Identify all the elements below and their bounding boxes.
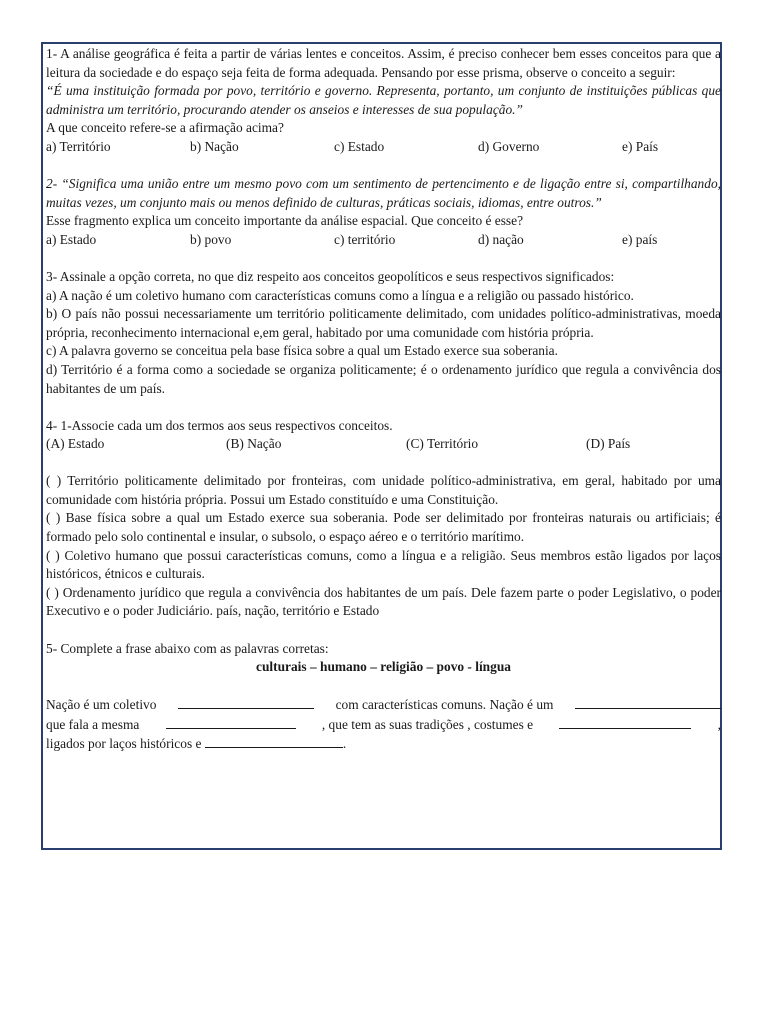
q5-blank-5[interactable] bbox=[205, 734, 343, 748]
spacer bbox=[46, 157, 721, 176]
q4-term-a: (A) Estado bbox=[46, 436, 105, 452]
q5-text-3: que fala a mesma bbox=[46, 716, 140, 732]
q1-option-b[interactable]: b) Nação bbox=[190, 138, 239, 154]
worksheet-content bbox=[46, 45, 721, 754]
q5-text-7: . bbox=[342, 736, 347, 752]
q5-blank-2[interactable] bbox=[575, 695, 721, 709]
q5-text-5: , bbox=[717, 716, 721, 732]
spacer bbox=[46, 454, 721, 473]
spacer bbox=[46, 677, 721, 696]
q1-option-c[interactable]: c) Estado bbox=[334, 138, 385, 154]
q4-item-2[interactable]: ( ) Base física sobre a qual um Estado exerce sua soberania. Pode ser delimitado por fronteiras naturais ou artificiais; é formado pelo solo continental e insular, o subsolo, o espaço aéreo e o território marítimo. bbox=[46, 510, 721, 545]
q1-quote: “É uma instituição formada por povo, território e governo. Representa, portanto, um conjunto de instituições públicas que administra um território, procurando atender os anseios e interesses de sua população.” bbox=[46, 83, 721, 117]
q2-option-e[interactable]: e) país bbox=[622, 231, 658, 247]
q5-blank-1[interactable] bbox=[178, 695, 314, 709]
q4-intro: 4- 1-Associe cada um dos termos aos seus respectivos conceitos. bbox=[46, 417, 393, 433]
q4-item-4[interactable]: ( ) Ordenamento jurídico que regula a convivência dos habitantes de um país. Dele fazem parte o poder Legislativo, o poder Executivo e o poder Judiciário. país, nação, território e Estado bbox=[46, 584, 721, 619]
q1-options bbox=[46, 138, 721, 157]
q3-intro: 3- Assinale a opção correta, no que diz respeito aos conceitos geopolíticos e seus respectivos significados: bbox=[46, 268, 615, 284]
q4-terms bbox=[46, 435, 721, 454]
q3-option-d[interactable]: d) Território é a forma como a sociedade se organiza politicamente; é o ordenamento jurídico que regula a convivência dos habitantes de um país. bbox=[46, 361, 721, 396]
q2-option-b[interactable]: b) povo bbox=[190, 231, 232, 247]
q1-option-e[interactable]: e) País bbox=[622, 138, 659, 154]
q1-option-a[interactable]: a) Território bbox=[46, 138, 111, 154]
q5-word-bank: culturais – humano – religião – povo - língua bbox=[256, 659, 511, 675]
q5-intro: 5- Complete a frase abaixo com as palavras corretas: bbox=[46, 640, 329, 656]
q5-text-2: com características comuns. Nação é um bbox=[335, 697, 554, 713]
q3-option-b[interactable]: b) O país não possui necessariamente um território politicamente delimitado, com unidades político-administrativas, moeda própria, reconhecimento internacional e,em geral, habitado por uma comunidade com história própria. bbox=[46, 306, 721, 340]
q5-sentence-line-3 bbox=[46, 734, 721, 754]
q3-option-c[interactable]: c) A palavra governo se conceitua pela base física sobre a qual um Estado exerce sua soberania. bbox=[46, 343, 558, 359]
q2-question: Esse fragmento explica um conceito importante da análise espacial. Que conceito é esse? bbox=[46, 213, 524, 229]
q1-intro: 1- A análise geográfica é feita a partir de várias lentes e conceitos. Assim, é preciso conhecer bem esses conceitos para que a leitura da sociedade e do espaço seja feita de forma adequada. Pensando por esse prisma, observe o conceito a seguir: bbox=[46, 46, 721, 80]
q5-text-4: , que tem as suas tradições , costumes e bbox=[321, 716, 534, 732]
q4-term-d: (D) País bbox=[586, 436, 631, 452]
q5-text-6: ligados por laços históricos e bbox=[46, 736, 202, 752]
q4-term-b: (B) Nação bbox=[226, 436, 282, 452]
q5-text-1: Nação é um coletivo bbox=[46, 697, 157, 713]
q5-sentence-line-1 bbox=[46, 695, 721, 715]
q4-item-3[interactable]: ( ) Coletivo humano que possui características comuns, como a língua e a religião. Seus membros estão ligados por laços históricos, étnicos e culturais. bbox=[46, 547, 721, 582]
q4-term-c: (C) Território bbox=[406, 436, 479, 452]
spacer bbox=[46, 621, 721, 640]
spacer bbox=[46, 398, 721, 417]
q2-quote: 2- “Significa uma união entre um mesmo povo com um sentimento de pertencimento e de ligação entre si, compartilhando, muitas vezes, um conjunto mais ou menos definido de culturas, práticas sociais, idiomas, entre outros.” bbox=[46, 176, 721, 210]
q5-blank-3[interactable] bbox=[166, 715, 296, 729]
q2-option-d[interactable]: d) nação bbox=[478, 231, 524, 247]
q5-sentence-line-2 bbox=[46, 715, 721, 735]
q2-option-c[interactable]: c) território bbox=[334, 231, 396, 247]
spacer bbox=[46, 249, 721, 268]
q4-item-1[interactable]: ( ) Território politicamente delimitado por fronteiras, com unidade político-administrativa, em geral, habitado por uma comunidade com história própria. Possui um Estado constituído e uma Constituição. bbox=[46, 473, 721, 507]
q5-blank-4[interactable] bbox=[559, 715, 691, 729]
q1-option-d[interactable]: d) Governo bbox=[478, 138, 540, 154]
q3-option-a[interactable]: a) A nação é um coletivo humano com características comuns como a língua e a religião ou passado histórico. bbox=[46, 287, 634, 303]
q1-question: A que conceito refere-se a afirmação acima? bbox=[46, 120, 284, 136]
q2-options bbox=[46, 231, 721, 250]
q2-option-a[interactable]: a) Estado bbox=[46, 231, 97, 247]
